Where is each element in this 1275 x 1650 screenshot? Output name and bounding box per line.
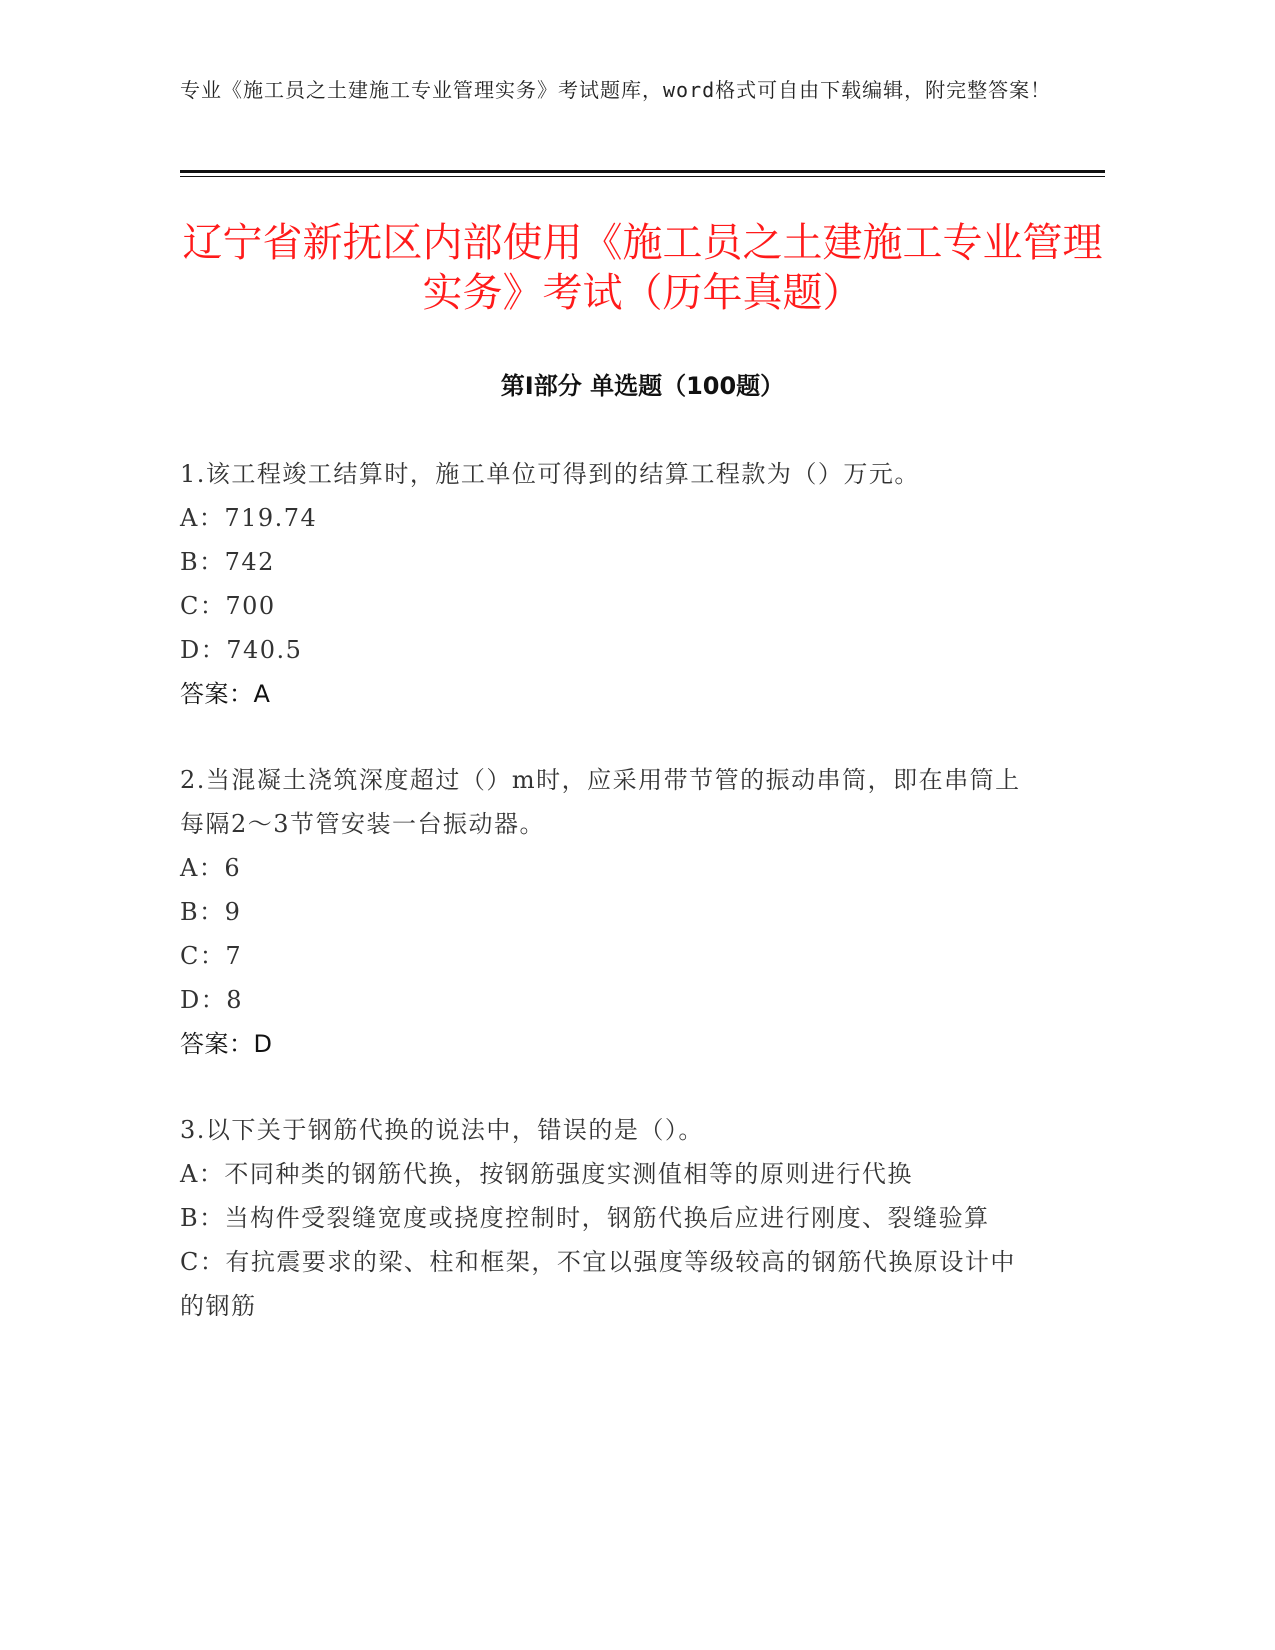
option-b: B：9 [180,898,242,926]
question-stem: 1.该工程竣工结算时，施工单位可得到的结算工程款为（）万元。 [180,460,920,488]
option-d: D：8 [180,986,244,1014]
header-note: 专业《施工员之土建施工专业管理实务》考试题库，word格式可自由下载编辑，附完整答案！ [180,78,1052,102]
question-2 [180,758,1040,1066]
question-stem: 2.当混凝土浇筑深度超过（）m时，应采用带节管的振动串筒，即在串筒上每隔2～3节管安装一台振动器。 [180,766,1021,838]
question-1 [180,452,1040,716]
option-c: C：700 [180,592,276,620]
option-b: B：742 [180,548,275,576]
section-title: 第Ⅰ部分 单选题（100题） [500,372,785,400]
option-b: B：当构件受裂缝宽度或挠度控制时，钢筋代换后应进行刚度、裂缝验算 [180,1204,990,1232]
option-a: A：6 [180,854,242,882]
answer: 答案：A [180,680,271,708]
question-stem: 3.以下关于钢筋代换的说法中，错误的是（）。 [180,1116,704,1144]
answer: 答案：D [180,1030,273,1058]
question-list [180,452,1040,1370]
option-a: A：719.74 [180,504,318,532]
question-3 [180,1108,1040,1328]
header-divider-thin [180,176,1105,177]
option-c: C：7 [180,942,243,970]
option-c: C：有抗震要求的梁、柱和框架，不宜以强度等级较高的钢筋代换原设计中的钢筋 [180,1248,1016,1320]
option-a: A：不同种类的钢筋代换，按钢筋强度实测值相等的原则进行代换 [180,1160,913,1188]
document-title: 辽宁省新抚区内部使用《施工员之土建施工专业管理实务》考试（历年真题） [182,220,1103,316]
option-d: D：740.5 [180,636,303,664]
header-divider [180,170,1105,173]
